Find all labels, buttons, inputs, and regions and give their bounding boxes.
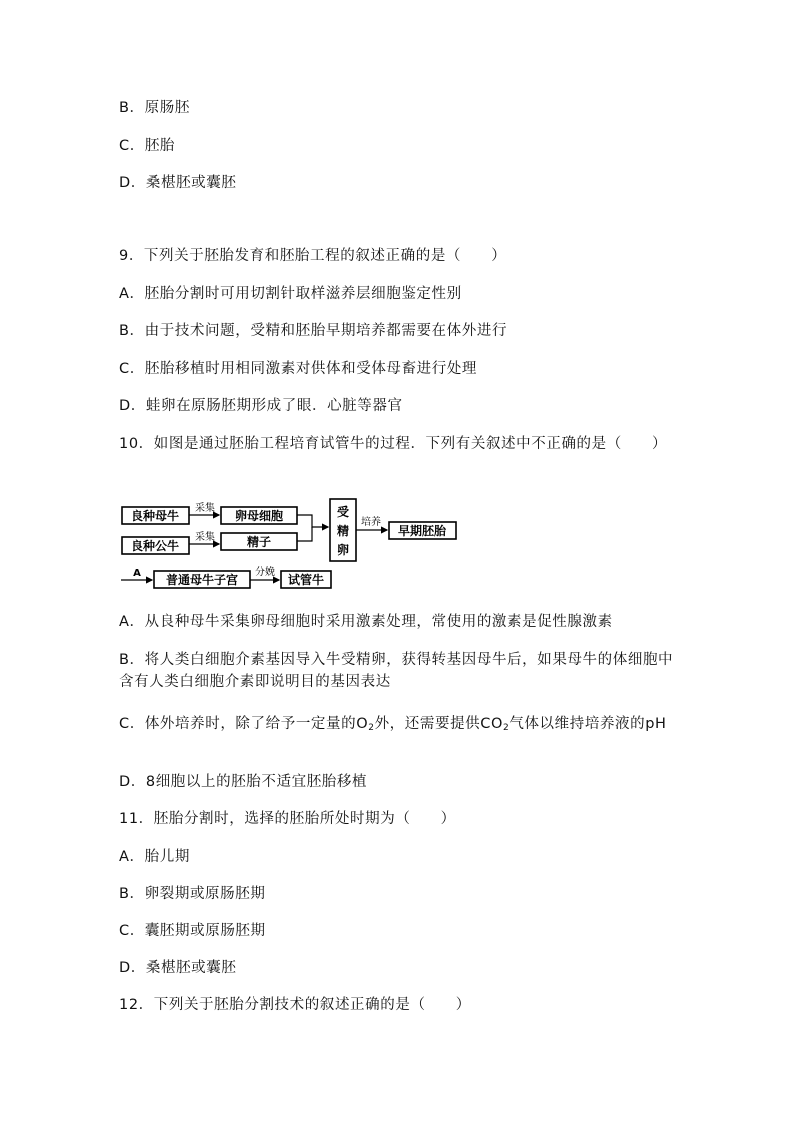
q8-option-c: C．胚胎 xyxy=(119,138,176,154)
arrow-sperm-merge xyxy=(297,527,312,541)
label-collect-2: 采集 xyxy=(195,532,215,543)
label-fertilized-3: 卵 xyxy=(336,543,350,557)
q9-option-b: B．由于技术问题，受精和胚胎早期培养都需要在体外进行 xyxy=(119,323,508,339)
label-oocyte: 卵母细胞 xyxy=(234,509,284,523)
q11-option-d: D．桑椹胚或囊胚 xyxy=(119,960,237,976)
label-fertilized-1: 受 xyxy=(336,505,350,519)
arrow-oocyte-merge xyxy=(297,515,328,527)
q11-option-c: C．囊胚期或原肠胚期 xyxy=(119,923,266,939)
label-test-tube-cow: 试管牛 xyxy=(287,573,325,587)
q8-option-b: B．原肠胚 xyxy=(119,100,190,116)
q10-option-d: D．8细胞以上的胚胎不适宜胚胎移植 xyxy=(119,774,368,790)
label-uterus: 普通母牛子宫 xyxy=(165,573,239,587)
label-fertilized-2: 精 xyxy=(336,524,350,538)
label-delivery: 分娩 xyxy=(255,567,275,578)
q8-option-d: D．桑椹胚或囊胚 xyxy=(119,175,237,191)
q10-option-b: B．将人类白细胞介素基因导入牛受精卵，获得转基因母牛后，如果母牛的体细胞中含有人类白细胞介素即说明目的基因表达 xyxy=(119,652,674,690)
label-early-embryo: 早期胚胎 xyxy=(397,524,447,538)
label-culture: 培养 xyxy=(361,517,381,528)
q10-stem: 10．如图是通过胚胎工程培育试管牛的过程．下列有关叙述中不正确的是（ ） xyxy=(119,436,668,452)
q9-option-d: D．蛙卵在原肠胚期形成了眼．心脏等器官 xyxy=(119,398,403,414)
q11-option-a: A．胎儿期 xyxy=(119,849,190,865)
q10-option-c: C．体外培养时，除了给予一定量的$O_2$外，还需要提供$CO_2$气体以维持培养液的pH xyxy=(119,716,667,733)
test-tube-cow-flow-diagram xyxy=(119,496,459,592)
label-collect-1: 采集 xyxy=(195,503,215,514)
label-sperm: 精子 xyxy=(246,535,272,549)
q11-option-b: B．卵裂期或原肠胚期 xyxy=(119,886,266,902)
q9-option-c: C．胚胎移植时用相同激素对供体和受体母畜进行处理 xyxy=(119,361,478,377)
label-cow-male: 良种公牛 xyxy=(130,539,180,553)
q9-stem: 9．下列关于胚胎发育和胚胎工程的叙述正确的是（ ） xyxy=(119,248,507,264)
label-cow-female: 良种母牛 xyxy=(130,509,180,523)
label-a: A xyxy=(133,568,141,579)
q9-option-a: A．胚胎分割时可用切割针取样滋养层细胞鉴定性别 xyxy=(119,286,462,302)
q11-stem: 11．胚胎分割时，选择的胚胎所处时期为（ ） xyxy=(119,811,456,827)
q10-option-a: A．从良种母牛采集卵母细胞时采用激素处理，常使用的激素是促性腺激素 xyxy=(119,614,613,630)
q12-stem: 12．下列关于胚胎分割技术的叙述正确的是（ ） xyxy=(119,997,471,1013)
